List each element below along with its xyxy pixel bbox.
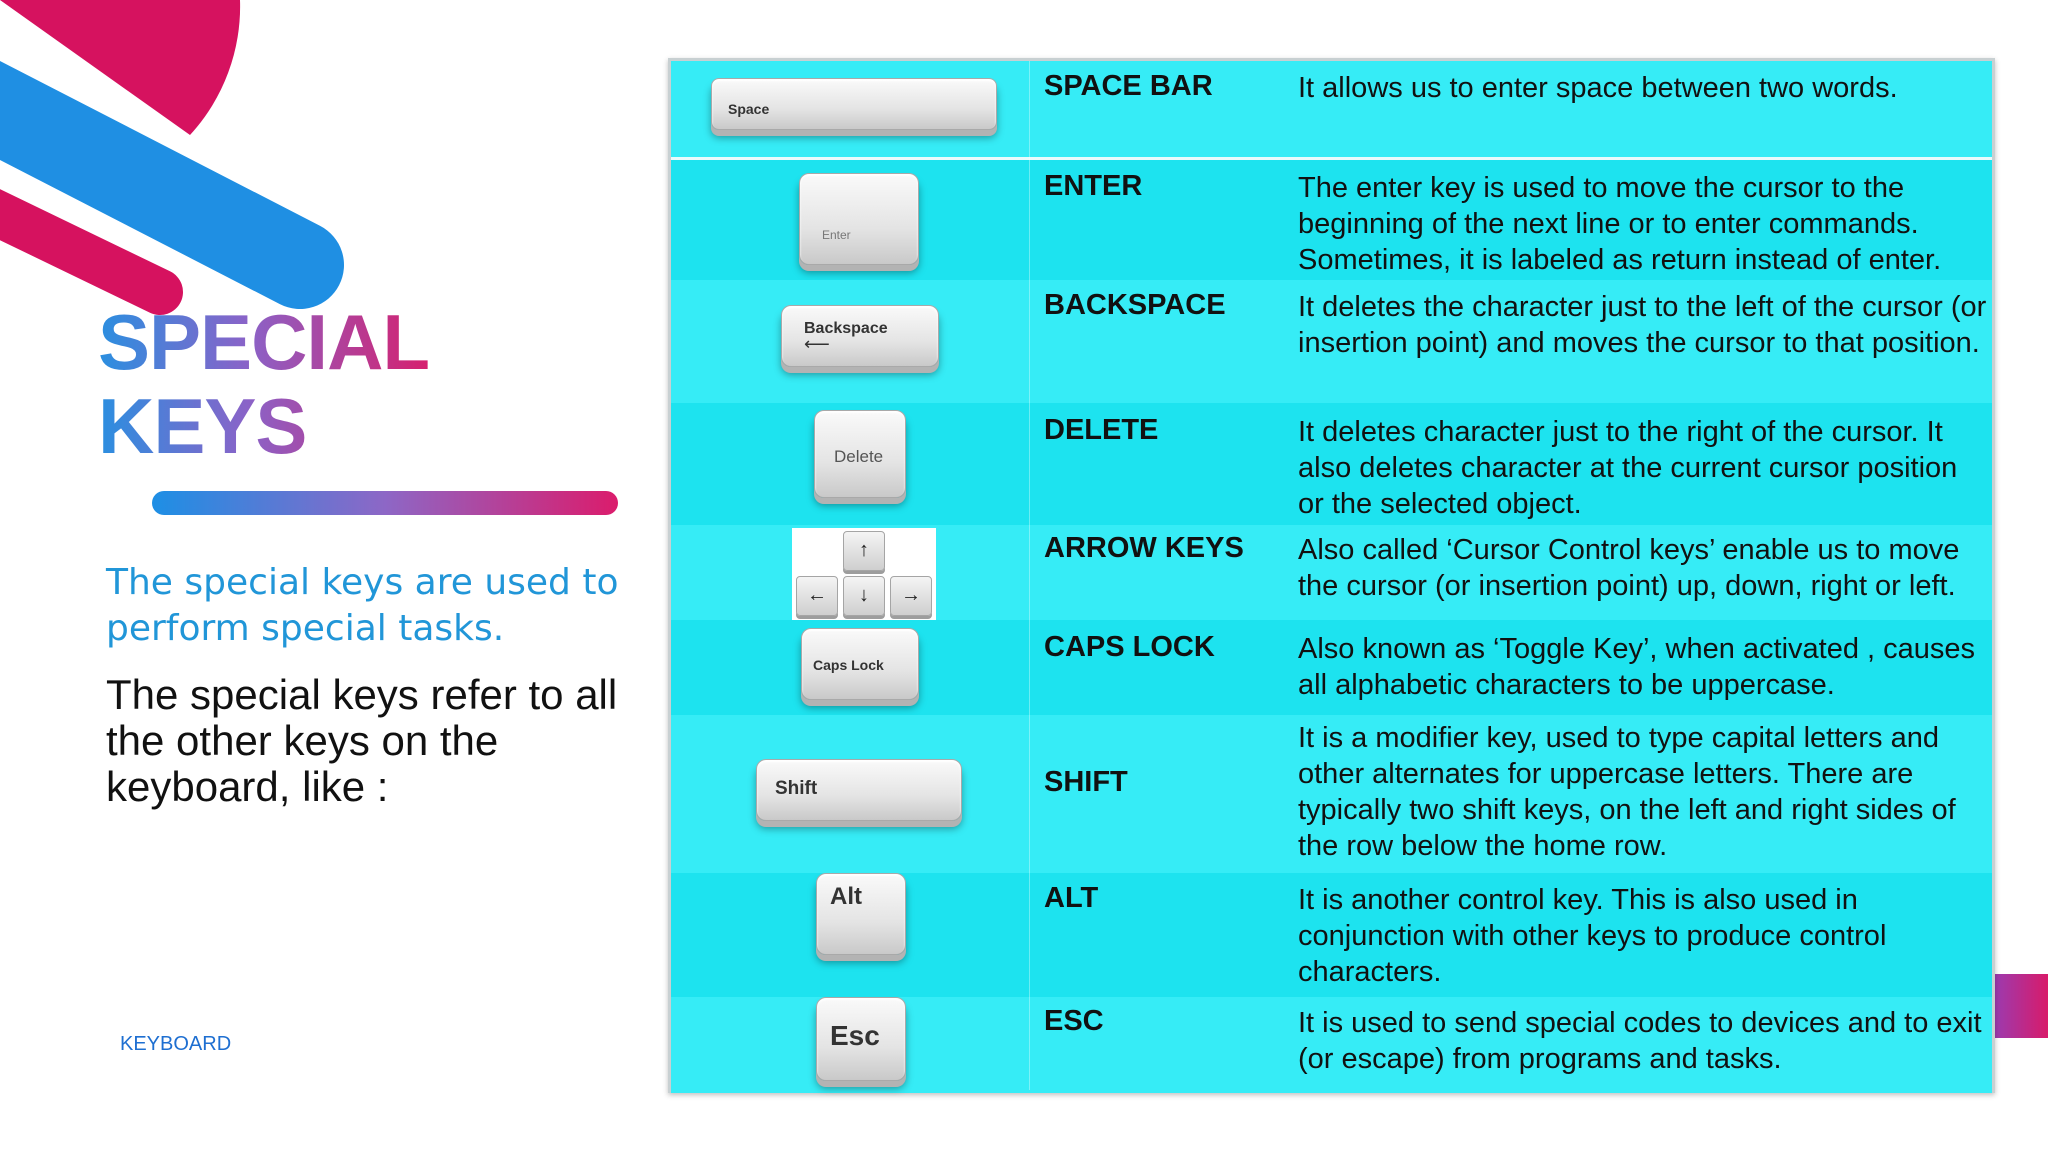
arrow-left-icon: ← [796, 576, 838, 616]
table-row [671, 403, 1992, 525]
table-row [671, 61, 1992, 157]
key-name: SPACE BAR [1044, 70, 1213, 102]
enter-key-image [671, 160, 1029, 280]
backspace-keycap: Backspace ⟵ [781, 305, 939, 367]
title-underline [152, 491, 618, 515]
arrow-up-icon: ↑ [843, 531, 885, 571]
key-description: Also called ‘Cursor Control keys’ enable us to move the cursor (or insertion point) up, down, right or left. [1298, 534, 1960, 602]
enter-keycap: Enter [799, 173, 919, 265]
key-description: It deletes character just to the right of the cursor. It also deletes character at the current cursor position or the selected object. [1298, 416, 1958, 520]
arrow-down-icon: ↓ [843, 576, 885, 616]
key-name: ENTER [1044, 170, 1143, 202]
caps-lock-keycap: Caps Lock [801, 628, 919, 700]
key-name: ALT [1044, 882, 1099, 914]
shift-keycap: Shift [756, 759, 962, 821]
table-row [671, 715, 1992, 873]
intro-blue-text: The special keys are used to perform special tasks. [106, 562, 619, 649]
key-name: ESC [1044, 1005, 1104, 1037]
table-row [671, 997, 1992, 1093]
key-description: It is used to send special codes to devices and to exit (or escape) from programs and tasks. [1298, 1007, 1982, 1075]
key-description: It is a modifier key, used to type capital letters and other alternates for uppercase letters. There are typically two shift keys, on the left and right sides of the row below the home row. [1298, 722, 1956, 862]
caps-lock-key-image [671, 620, 1029, 715]
title-line-1: SPECIAL [98, 298, 430, 386]
table-row [671, 157, 1992, 280]
special-keys-table [668, 58, 1995, 1093]
key-name: CAPS LOCK [1044, 631, 1215, 663]
key-name: DELETE [1044, 414, 1159, 446]
alt-key-image [671, 873, 1029, 997]
key-description: It deletes the character just to the left of the cursor (or insertion point) and moves the cursor to that position. [1298, 291, 1987, 359]
intro-black-text: The special keys refer to all the other keys on the keyboard, like : [106, 671, 618, 810]
shift-key-image [671, 715, 1029, 873]
key-name: ARROW KEYS [1044, 532, 1244, 564]
delete-keycap: Delete [814, 410, 906, 498]
alt-keycap: Alt [816, 873, 906, 955]
page-title [98, 300, 429, 468]
key-description: Also known as ‘Toggle Key’, when activated , causes all alphabetic characters to be uppercase. [1298, 633, 1976, 701]
arrow-keys-image [671, 525, 1029, 620]
space-key-image [671, 61, 1029, 157]
table-row [671, 873, 1992, 997]
arrow-keys-cluster [792, 528, 936, 621]
backspace-key-image [671, 280, 1029, 403]
key-name: SHIFT [1044, 766, 1128, 798]
column-divider [1029, 61, 1030, 1090]
delete-key-image [671, 403, 1029, 525]
key-description: It is another control key. This is also used in conjunction with other keys to produce control characters. [1298, 884, 1887, 988]
key-name: BACKSPACE [1044, 289, 1226, 321]
table-row [671, 620, 1992, 715]
decorative-shapes [0, 0, 420, 330]
side-accent-tab [1994, 974, 2048, 1038]
space-keycap: Space [711, 78, 997, 130]
esc-key-image [671, 997, 1029, 1093]
table-row [671, 280, 1992, 403]
title-line-2: KEYS [98, 382, 307, 470]
footer-label: KEYBOARD [120, 1033, 232, 1055]
table-row [671, 525, 1992, 620]
arrow-right-icon: → [890, 576, 932, 616]
key-description: It allows us to enter space between two words. [1298, 72, 1898, 104]
backspace-arrow-icon: ⟵ [804, 334, 830, 354]
key-description: The enter key is used to move the cursor to the beginning of the next line or to enter commands. Sometimes, it is labeled as return instead of enter. [1298, 172, 1942, 276]
esc-keycap: Esc [816, 997, 906, 1081]
